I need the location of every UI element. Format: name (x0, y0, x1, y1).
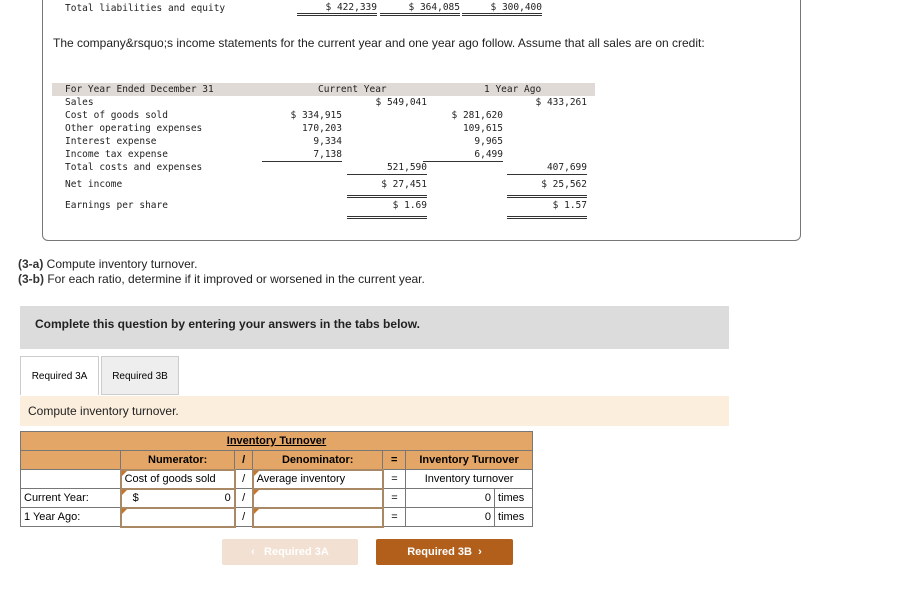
income-row (52, 174, 595, 195)
result-header: Inventory Turnover (406, 451, 533, 470)
prev-button[interactable]: ‹ Required 3A (222, 539, 358, 565)
total-liabilities-label: Total liabilities and equity (65, 3, 226, 14)
row-value: $ 549,041 (375, 97, 427, 108)
question-3a: (3-a) Compute inventory turnover. (18, 257, 198, 271)
row-label: Earnings per share (65, 200, 168, 211)
turnover-row: 1 Year Ago: / = 0 times (21, 508, 533, 527)
numerator-input[interactable] (121, 508, 235, 527)
numerator-input[interactable]: $ 0 (121, 489, 235, 508)
unit: times (495, 489, 533, 508)
row-value: 7,138 (262, 148, 342, 162)
turnover-result: 0 (406, 508, 495, 527)
row-label: Net income (65, 179, 123, 190)
header-current: Current Year (318, 84, 387, 95)
tab-required-3a[interactable]: Required 3A (20, 356, 99, 395)
income-row (52, 195, 595, 216)
row-value: 109,615 (462, 123, 503, 134)
row-value: $ 334,915 (290, 110, 342, 121)
turnover-row: Current Year: $ 0 / = 0 times (21, 489, 533, 508)
numerator-select[interactable]: Cost of goods sold (121, 470, 235, 489)
row-value: 6,499 (423, 148, 503, 162)
row-value: $ 27,451 (347, 174, 427, 198)
income-row (52, 109, 595, 122)
income-row (52, 96, 595, 109)
tab-required-3b[interactable]: Required 3B (101, 356, 179, 395)
income-header (52, 83, 595, 96)
header-prior: 1 Year Ago (484, 84, 542, 95)
numerator-header: Numerator: (121, 451, 235, 470)
row-value: $ 25,562 (507, 174, 587, 198)
row-value: $ 1.69 (347, 195, 427, 219)
result-label: Inventory turnover (406, 470, 533, 489)
row-value: 9,965 (474, 136, 503, 147)
row-value: $ 281,620 (451, 110, 503, 121)
total-value: $ 422,339 (297, 2, 377, 16)
inventory-turnover-table: Inventory Turnover Numerator: / Denominator: = Inventory Turnover Cost of goods sold / Average inventory = Inventory turnover Current Year: $ 0 / = 0 times 1 Year Ago: / = 0 times (20, 431, 533, 528)
row-value: $ 1.57 (507, 195, 587, 219)
denominator-select[interactable]: Average inventory (253, 470, 383, 489)
instructions-banner: Complete this question by entering your answers in the tabs below. (20, 306, 729, 349)
table-title: Inventory Turnover (21, 432, 533, 451)
row-value: 407,699 (507, 161, 587, 175)
header-label: For Year Ended December 31 (65, 84, 214, 95)
row-label: Other operating expenses (65, 123, 203, 134)
row-value: 521,590 (347, 161, 427, 175)
income-row (52, 122, 595, 135)
row-label: 1 Year Ago: (21, 508, 121, 527)
row-label: Income tax expense (65, 149, 168, 160)
income-statement (52, 83, 595, 216)
row-label: Sales (65, 97, 94, 108)
intro-text: The company&rsquo;s income statements for the current year and one year ago follow. Assume that all sales are on credit: (53, 36, 705, 50)
income-row (52, 135, 595, 148)
row-label: Total costs and expenses (65, 162, 203, 173)
row-value: $ 433,261 (535, 97, 587, 108)
denominator-header: Denominator: (253, 451, 383, 470)
row-label: Interest expense (65, 136, 157, 147)
turnover-result: 0 (406, 489, 495, 508)
denominator-input[interactable] (253, 489, 383, 508)
income-row (52, 161, 595, 174)
row-label: Current Year: (21, 489, 121, 508)
row-label: Cost of goods sold (65, 110, 168, 121)
denominator-input[interactable] (253, 508, 383, 527)
total-value: $ 300,400 (462, 2, 542, 16)
row-value: 9,334 (313, 136, 342, 147)
question-3b: (3-b) For each ratio, determine if it improved or worsened in the current year. (18, 272, 425, 286)
task-prompt: Compute inventory turnover. (20, 396, 729, 426)
next-button[interactable]: Required 3B › (376, 539, 513, 565)
row-value: 170,203 (301, 123, 342, 134)
total-value: $ 364,085 (380, 2, 460, 16)
equals: = (383, 451, 406, 470)
slash: / (235, 451, 253, 470)
income-row (52, 148, 595, 161)
unit: times (495, 508, 533, 527)
